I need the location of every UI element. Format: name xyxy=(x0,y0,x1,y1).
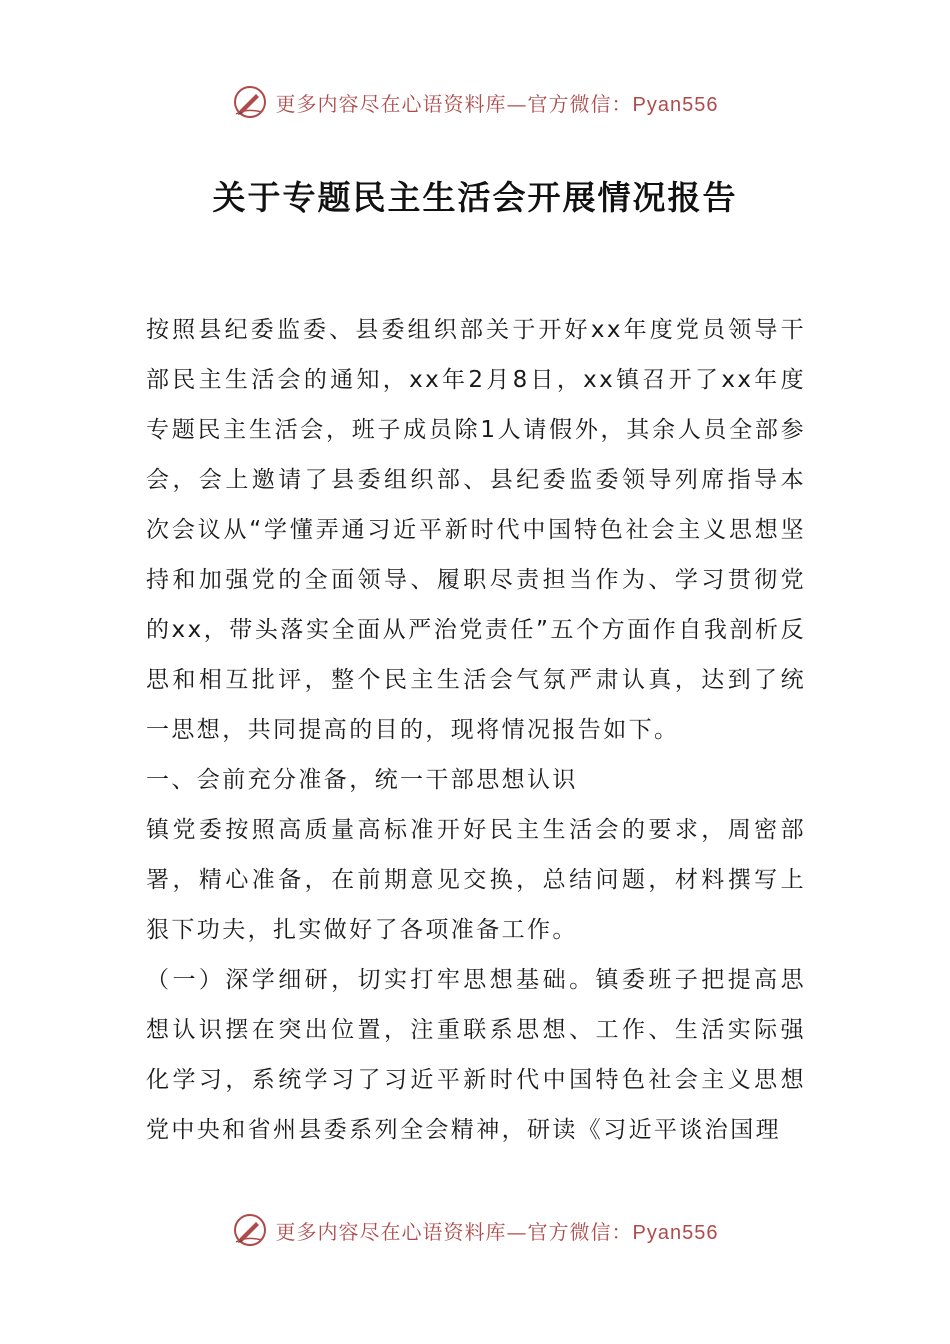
paragraph-subsection-1: （一）深学细研，切实打牢思想基础。镇委班子把提高思想认识摆在突出位置，注重联系思想、工作、生活实际强化学习，系统学习了习近平新时代中国特色社会主义思想党中央和省州县委系列全会精神，研读《习近平谈治国理 xyxy=(146,967,806,1143)
footer-watermark xyxy=(0,1212,950,1248)
watermark-text: 更多内容尽在心语资料库—官方微信：Pyan556 xyxy=(275,91,719,116)
paragraph-section-1: 镇党委按照高质量高标准开好民主生活会的要求，周密部署，精心准备，在前期意见交换，总结问题，材料撰写上狠下功夫，扎实做好了各项准备工作。 xyxy=(146,817,806,943)
section-heading-1: 一、会前充分准备，统一干部思想认识 xyxy=(146,767,578,793)
header-watermark xyxy=(0,84,950,120)
document-title: 关于专题民主生活会开展情况报告 xyxy=(212,178,738,217)
pen-logo-icon xyxy=(232,84,268,120)
watermark-text: 更多内容尽在心语资料库—官方微信：Pyan556 xyxy=(275,1219,719,1244)
document-body xyxy=(146,305,806,1155)
paragraph-intro: 按照县纪委监委、县委组织部关于开好xx年度党员领导干部民主生活会的通知，xx年2月8日，xx镇召开了xx年度专题民主生活会，班子成员除1人请假外，其余人员全部参会，会上邀请了县委组织部、县纪委监委领导列席指导本次会议从“学懂弄通习近平新时代中国特色社会主义思想坚持和加强党的全面领导、履职尽责担当作为、学习贯彻党的xx，带头落实全面从严治党责任”五个方面作自我剖析反思和相互批评，整个民主生活会气氛严肃认真，达到了统一思想，共同提高的目的，现将情况报告如下。 xyxy=(146,317,806,743)
pen-logo-icon xyxy=(232,1212,268,1248)
